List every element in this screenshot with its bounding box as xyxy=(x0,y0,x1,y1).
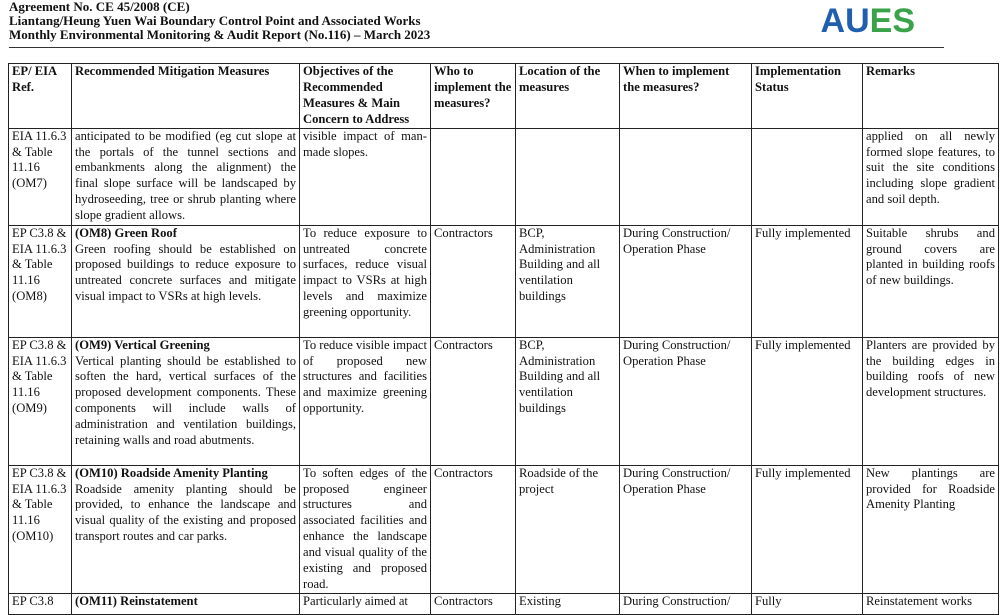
table-row xyxy=(9,128,999,225)
measure-text: anticipated to be modified (eg cut slope at the portals of the tunnel sections and embankments along the alignment) the final slope surface will be landscaped by hydroseeding, tree or shrub planting where slope gradient allows. xyxy=(75,128,296,223)
header-divider xyxy=(9,47,944,48)
measure-cell xyxy=(72,225,300,337)
when-cell: During Construction/ Operation Phase xyxy=(620,337,752,465)
location-cell: Roadside of the project xyxy=(516,465,620,593)
who-cell: Contractors xyxy=(431,593,516,614)
ref-cell: EP C3.8 & EIA 11.6.3 & Table 11.16 (OM8) xyxy=(9,225,72,337)
agreement-number: Agreement No. CE 45/2008 (CE) xyxy=(9,0,190,14)
col-header-when: When to implement the measures? xyxy=(620,64,752,129)
measure-cell xyxy=(72,337,300,465)
location-cell: BCP, Administration Building and all ventilation buildings xyxy=(516,225,620,337)
measure-title: (OM10) Roadside Amenity Planting xyxy=(75,465,268,480)
objective-cell: To reduce visible impact of proposed new structures and facilities and maximize greening opportunity. xyxy=(300,337,431,465)
who-cell: Contractors xyxy=(431,337,516,465)
mitigation-measures-table xyxy=(8,63,999,615)
ref-cell: EP C3.8 & EIA 11.6.3 & Table 11.16 (OM10) xyxy=(9,465,72,593)
ref-cell: EP C3.8 & EIA 11.6.3 & Table 11.16 (OM9) xyxy=(9,337,72,465)
table-row xyxy=(9,337,999,465)
measure-title: (OM9) Vertical Greening xyxy=(75,337,210,352)
who-cell xyxy=(431,128,516,225)
logo-part-es: ES xyxy=(869,2,915,40)
status-cell: Fully implemented xyxy=(752,225,863,337)
measure-text: Vertical planting should be established to soften the hard, vertical surfaces of the proposed development components. These components will include walls of administration and ventilation buildings, retaining walls and road abutments. xyxy=(75,353,296,448)
ref-cell: EP C3.8 xyxy=(9,593,72,614)
who-cell: Contractors xyxy=(431,465,516,593)
objective-cell: To reduce exposure to untreated concrete surfaces, reduce visual impact to VSRs at high levels and maximize greening opportunity. xyxy=(300,225,431,337)
aues-logo xyxy=(821,3,915,39)
measure-cell xyxy=(72,128,300,225)
remarks-cell: Planters are provided by the building edges in building roofs of new development structures. xyxy=(863,337,999,465)
measure-text: Green roofing should be established on proposed buildings to reduce exposure to untreated concrete surfaces and mitigate visual impact to VSRs at high levels. xyxy=(75,241,296,304)
objective-cell: To soften edges of the proposed engineer structures and associated facilities and enhance the landscape and visual quality of the existing and proposed road. xyxy=(300,465,431,593)
measure-text: Roadside amenity planting should be provided, to enhance the landscape and visual quality of the existing and proposed transport routes and car parks. xyxy=(75,481,296,544)
measure-cell xyxy=(72,593,300,614)
col-header-ref: EP/ EIA Ref. xyxy=(9,64,72,129)
status-cell: Fully implemented xyxy=(752,465,863,593)
ref-cell: EIA 11.6.3 & Table 11.16 (OM7) xyxy=(9,128,72,225)
table-header-row xyxy=(9,64,999,129)
objective-cell: Particularly aimed at xyxy=(300,593,431,614)
measure-cell xyxy=(72,465,300,593)
status-cell: Fully implemented xyxy=(752,337,863,465)
when-cell xyxy=(620,128,752,225)
report-title: Monthly Environmental Monitoring & Audit Report (No.116) – March 2023 xyxy=(9,27,431,42)
location-cell xyxy=(516,128,620,225)
col-header-measures: Recommended Mitigation Measures xyxy=(72,64,300,129)
location-cell: Existing xyxy=(516,593,620,614)
remarks-cell: applied on all newly formed slope features, to suit the site conditions including slope gradient and soil depth. xyxy=(863,128,999,225)
when-cell: During Construction/ Operation Phase xyxy=(620,465,752,593)
location-cell: BCP, Administration Building and all ventilation buildings xyxy=(516,337,620,465)
table-row xyxy=(9,465,999,593)
table-row xyxy=(9,225,999,337)
remarks-cell: Reinstatement works xyxy=(863,593,999,614)
col-header-status: Implementation Status xyxy=(752,64,863,129)
col-header-remarks: Remarks xyxy=(863,64,999,129)
when-cell: During Construction/ xyxy=(620,593,752,614)
col-header-objectives: Objectives of the Recommended Measures & Main Concern to Address xyxy=(300,64,431,129)
measure-title: (OM8) Green Roof xyxy=(75,225,177,240)
col-header-who: Who to implement the measures? xyxy=(431,64,516,129)
logo-part-au: AU xyxy=(820,2,870,40)
status-cell: Fully xyxy=(752,593,863,614)
project-title: Liantang/Heung Yuen Wai Boundary Control Point and Associated Works xyxy=(9,13,421,28)
report-header xyxy=(9,0,999,48)
table-row xyxy=(9,593,999,614)
when-cell: During Construction/ Operation Phase xyxy=(620,225,752,337)
status-cell xyxy=(752,128,863,225)
objective-cell: visible impact of man-made slopes. xyxy=(300,128,431,225)
remarks-cell: New plantings are provided for Roadside Amenity Planting xyxy=(863,465,999,593)
col-header-location: Location of the measures xyxy=(516,64,620,129)
remarks-cell: Suitable shrubs and ground covers are planted in building roofs of new buildings. xyxy=(863,225,999,337)
measure-title: (OM11) Reinstatement xyxy=(75,593,198,608)
who-cell: Contractors xyxy=(431,225,516,337)
